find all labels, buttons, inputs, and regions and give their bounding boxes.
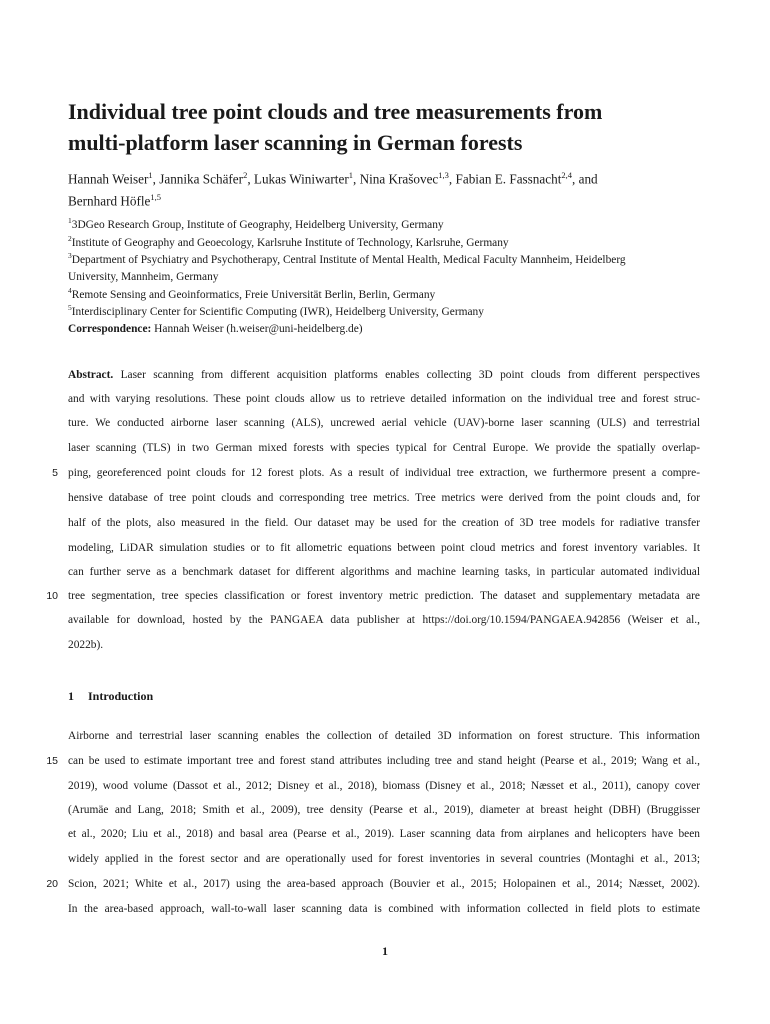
abstract-line: modeling, LiDAR simulation studies or to fit allometric equations between point cloud metrics and forest inventory variables. It [68, 542, 700, 554]
line-number: 10 [46, 590, 58, 602]
intro-line: Airborne and terrestrial laser scanning enables the collection of detailed 3D information on forest structure. This information [68, 730, 700, 742]
intro-line: (Arumäe and Lang, 2018; Smith et al., 2009), tree density (Pearse et al., 2019), diameter at breast height (DBH) (Bruggisser [68, 804, 700, 816]
author-conjunction: and [578, 171, 598, 187]
abstract-line: half of the plots, also measured in the field. Our dataset may be used for the creation of 3D tree models for radiative transfer [68, 517, 700, 529]
author-affiliation-mark: 2 [243, 170, 248, 180]
intro-line: can be used to estimate important tree and forest stand attributes including tree and stand height (Pearse et al., 2019; Wang et al., [68, 755, 700, 767]
affiliation-text: Institute of Geography and Geoecology, Karlsruhe Institute of Technology, Karlsruhe, Germany [71, 236, 509, 249]
line-number: 15 [46, 755, 58, 767]
affiliation-number: 3 [68, 251, 72, 260]
affiliation-number: 5 [68, 303, 72, 312]
affiliation-3 [68, 247, 708, 286]
abstract-line: and with varying resolutions. These point clouds allow us to retrieve detailed information on the individual tree and forest struc- [68, 393, 700, 405]
author-affiliation-mark: 1 [348, 170, 353, 180]
author-name: Bernhard Höfle [68, 193, 151, 209]
paper-title-line-1: Individual tree point clouds and tree measurements from [68, 99, 603, 124]
abstract-line: available for download, hosted by the PANGAEA data publisher at https://doi.org/10.1594/PANGAEA.942856 (Weiser et al., [68, 614, 700, 626]
page-number: 1 [382, 944, 388, 958]
affiliation-text: University, Mannheim, Germany [68, 270, 219, 283]
affiliation-number: 1 [68, 216, 72, 225]
correspondence-email[interactable]: Hannah Weiser (h.weiser@uni-heidelberg.de) [154, 323, 363, 335]
abstract-line: 2022b). [68, 639, 104, 651]
abstract-line: can further serve as a benchmark dataset for different algorithms and machine learning tasks, in particular automated individual [68, 566, 700, 578]
abstract-line: hensive database of tree point clouds and corresponding tree metrics. Tree metrics were derived from the point clouds and, for [68, 492, 700, 504]
author-affiliation-mark: 1,5 [150, 192, 162, 203]
affiliation-number: 4 [68, 286, 72, 295]
abstract-line [68, 367, 700, 383]
author-name: Hannah Weiser [68, 171, 149, 187]
intro-line: 2019), wood volume (Dassot et al., 2012; Disney et al., 2018), biomass (Disney et al., 2018; Næsset et al., 2011), canopy cover [68, 780, 700, 792]
affiliation-number: 2 [68, 234, 72, 243]
section-number: 1 [68, 689, 74, 703]
intro-line: widely applied in the forest sector and are operationally used for forest inventories in several countries (Montaghi et al., 2013; [68, 853, 700, 865]
affiliation-text: Interdisciplinary Center for Scientific Computing (IWR), Heidelberg University, Germany [71, 305, 484, 318]
affiliation-text: Department of Psychiatry and Psychotherapy, Central Institute of Mental Health, Medical Faculty Mannheim, Heidelberg [71, 253, 626, 266]
intro-line: et al., 2020; Liu et al., 2018) and basal area (Pearse et al., 2019). Laser scanning data from airplanes and helicopters have been [68, 828, 700, 840]
abstract-line: tree segmentation, tree species classification or forest inventory metric prediction. The dataset and supplementary metadata are [68, 590, 700, 602]
author-list: Hannah Weiser$^1$, Jannika Schäfer$^2$, Lukas Winiwarter$^1$, Nina Krašovec$^{1,3}$, Fabian E. Fassnacht$^{2,4}$, and Bernhard Höfle$^{1,5}$ [68, 170, 598, 209]
abstract-text: Laser scanning from different acquisition platforms enables collecting 3D point clouds from different perspectives [120, 369, 700, 381]
author-name: Nina Krašovec [359, 171, 439, 187]
author-name: Fabian E. Fassnacht [455, 171, 562, 187]
intro-line: In the area-based approach, wall-to-wall laser scanning data is combined with information collected in field plots to estimate [68, 903, 700, 915]
author-affiliation-mark: 1 [148, 170, 153, 180]
affiliation-5 [68, 299, 708, 321]
paper-title-line-2: multi-platform laser scanning in German forests [68, 130, 523, 155]
author-name: Lukas Winiwarter [253, 171, 349, 187]
line-number: 20 [46, 878, 58, 890]
section-heading [68, 689, 167, 704]
author-affiliation-mark: 2,4 [561, 170, 572, 180]
abstract-line: ture. We conducted airborne laser scanning (ALS), uncrewed aerial vehicle (UAV)-borne laser scanning (ULS) and terrestrial [68, 417, 700, 429]
abstract-line: ping, georeferenced point clouds for 12 forest plots. As a result of individual tree extraction, we furthermore present a compre- [68, 467, 700, 479]
affiliation-text: Remote Sensing and Geoinformatics, Freie Universität Berlin, Berlin, Germany [71, 288, 436, 301]
author-affiliation-mark: 1,3 [438, 170, 449, 180]
affiliation-text: 3DGeo Research Group, Institute of Geography, Heidelberg University, Germany [71, 218, 444, 231]
line-number: 5 [52, 467, 58, 479]
intro-line: Scion, 2021; White et al., 2017) using the area-based approach (Bouvier et al., 2015; Holopainen et al., 2014; Næsset, 2002). [68, 878, 700, 890]
correspondence-label: Correspondence: [68, 323, 152, 335]
abstract-label: Abstract. [68, 369, 114, 381]
section-title: Introduction [88, 689, 154, 703]
abstract-line: laser scanning (TLS) in two German mixed forests with species typical for Central Europe. We provide the spatially overlap- [68, 442, 700, 454]
correspondence [68, 323, 363, 335]
author-name: Jannika Schäfer [159, 171, 244, 187]
